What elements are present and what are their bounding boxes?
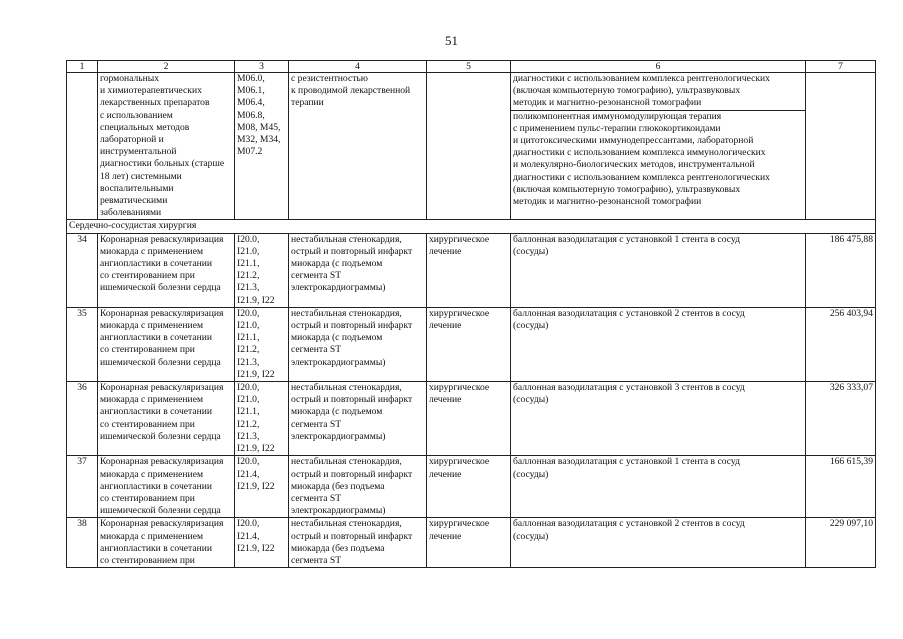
row-number: 37 [67, 456, 98, 518]
table-row [67, 518, 876, 568]
cell-icd-codes: I20.0, I21.4, I21.9, I22 [235, 456, 289, 518]
cell-treatment-type: хирургическое лечение [427, 518, 511, 568]
table-row [67, 307, 876, 381]
table-row [67, 456, 876, 518]
cell-price: 229 097,10 [806, 518, 876, 568]
cell-patient-model: нестабильная стенокардия, острый и повторный инфаркт миокарда (без подъема сегмента ST [289, 518, 427, 568]
cell-price: 326 333,07 [806, 382, 876, 456]
cell-icd-codes: I20.0, I21.4, I21.9, I22 [235, 518, 289, 568]
method-text-b: поликомпонентная иммуномодулирующая терапия с применением пульс-терапии глюкокортикоидами и цитотоксическими иммунодепрессантами, лабораторной диагностики с использованием комплекса иммунологических и молекулярно-биологических методов, инструментальной диагностики с использованием комплекса рентгенологических (включая компьютерную томографию), ультразвуковых методик и магнитно-резонансной томографии [511, 110, 805, 209]
page-number: 51 [445, 33, 458, 48]
table-row [67, 382, 876, 456]
method-text-a: диагностики с использованием комплекса рентгенологических (включая компьютерную томографию), ультразвуковых методик и магнитно-резонансной томографии [513, 73, 770, 109]
medical-care-table [66, 60, 876, 568]
cell-icd-codes: I20.0, I21.0, I21.1, I21.2, I21.3, I21.9, I22 [235, 307, 289, 381]
section-title: Сердечно-сосудистая хирургия [67, 220, 876, 233]
col-header-2: 2 [98, 61, 235, 73]
col-header-4: 4 [289, 61, 427, 73]
cell-num [67, 73, 98, 220]
col-header-3: 3 [235, 61, 289, 73]
cell-name: Коронарная реваскуляризация миокарда с применением ангиопластики в сочетании со стентированием при ишемической болезни сердца [98, 456, 235, 518]
cell-treatment-type: хирургическое лечение [427, 307, 511, 381]
cell-name: гормональных и химиотерапевтических лекарственных препаратов с использованием специальных методов лабораторной и инструментальной диагностики больных (старше 18 лет) системными воспалительными ревматическими заболеваниями [98, 73, 235, 220]
cell-treatment-type: хирургическое лечение [427, 233, 511, 307]
cell-icd-codes: I20.0, I21.0, I21.1, I21.2, I21.3, I21.9, I22 [235, 233, 289, 307]
cell-name: Коронарная реваскуляризация миокарда с применением ангиопластики в сочетании со стентированием при ишемической болезни сердца [98, 307, 235, 381]
cell-treatment-type: хирургическое лечение [427, 456, 511, 518]
cell-name: Коронарная реваскуляризация миокарда с применением ангиопластики в сочетании со стентированием при [98, 518, 235, 568]
cell-patient-model: нестабильная стенокардия, острый и повторный инфаркт миокарда (без подъема сегмента ST электрокардиограммы) [289, 456, 427, 518]
cell-patient-model: с резистентностью к проводимой лекарственной терапии [289, 73, 427, 220]
cell-patient-model: нестабильная стенокардия, острый и повторный инфаркт миокарда (с подъемом сегмента ST электрокардиограммы) [289, 382, 427, 456]
cell-name: Коронарная реваскуляризация миокарда с применением ангиопластики в сочетании со стентированием при ишемической болезни сердца [98, 382, 235, 456]
cell-treatment-type: хирургическое лечение [427, 382, 511, 456]
table-row [67, 233, 876, 307]
row-number: 36 [67, 382, 98, 456]
col-header-1: 1 [67, 61, 98, 73]
col-header-7: 7 [806, 61, 876, 73]
row-number: 38 [67, 518, 98, 568]
column-number-row [67, 61, 876, 73]
cell-price: 166 615,39 [806, 456, 876, 518]
cell-price [806, 73, 876, 220]
cell-treatment-method: баллонная вазодилатация с установкой 2 стентов в сосуд (сосуды) [511, 518, 806, 568]
cell-price: 256 403,94 [806, 307, 876, 381]
row-number: 34 [67, 233, 98, 307]
cell-patient-model: нестабильная стенокардия, острый и повторный инфаркт миокарда (с подъемом сегмента ST электрокардиограммы) [289, 307, 427, 381]
cell-icd-codes: I20.0, I21.0, I21.1, I21.2, I21.3, I21.9, I22 [235, 382, 289, 456]
cell-patient-model: нестабильная стенокардия, острый и повторный инфаркт миокарда (с подъемом сегмента ST электрокардиограммы) [289, 233, 427, 307]
col-header-6: 6 [511, 61, 806, 73]
cell-treatment-type [427, 73, 511, 220]
row-number: 35 [67, 307, 98, 381]
cell-icd-codes: M06.0, M06.1, M06.4, M06.8, M08, M45, M32, M34, M07.2 [235, 73, 289, 220]
col-header-5: 5 [427, 61, 511, 73]
cell-treatment-method: баллонная вазодилатация с установкой 1 стента в сосуд (сосуды) [511, 233, 806, 307]
cell-price: 186 475,88 [806, 233, 876, 307]
cell-treatment-method: баллонная вазодилатация с установкой 2 стентов в сосуд (сосуды) [511, 307, 806, 381]
cell-treatment-method: баллонная вазодилатация с установкой 3 стентов в сосуд (сосуды) [511, 382, 806, 456]
continuation-row [67, 73, 876, 220]
cell-treatment-method: баллонная вазодилатация с установкой 1 стента в сосуд (сосуды) [511, 456, 806, 518]
cell-treatment-method [511, 73, 806, 220]
cell-name: Коронарная реваскуляризация миокарда с применением ангиопластики в сочетании со стентированием при ишемической болезни сердца [98, 233, 235, 307]
section-row [67, 220, 876, 233]
